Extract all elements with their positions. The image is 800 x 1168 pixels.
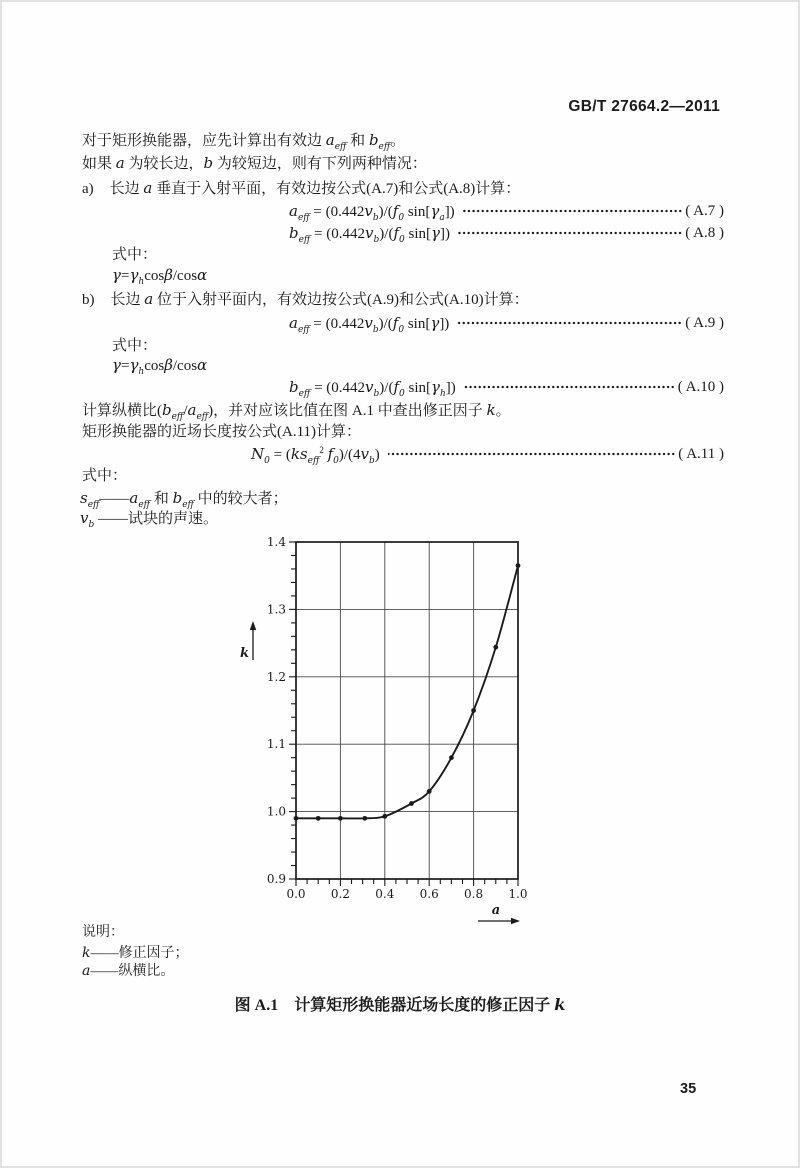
equation-a9 [82,313,724,333]
equation-a10-formula: $b_{eff} = (0.442v_b)/(f_0$ $\sin[\gamma_h]$) [289,377,456,399]
y-tick-label: 1.1 [266,737,286,752]
dot-leader [457,316,682,330]
paragraph-near-field: 矩形换能器的近场长度按公式(A.11)计算： [82,424,362,440]
x-axis-label: a [491,903,501,918]
where-label-final: 式中： [82,468,128,484]
figure-a1-correction-factor-chart [232,527,562,927]
dot-leader [458,226,682,240]
data-point-marker [493,645,498,650]
equation-a10 [82,377,724,397]
equation-a11 [82,444,724,464]
equation-a8-number: ( A.8 ) [685,224,724,241]
k-curve [296,566,518,819]
list-item-a [82,178,520,199]
list-item-a-marker: a) [82,181,94,197]
figure-caption: 图 A.1 计算矩形换能器近场长度的修正因子 k [234,995,566,1014]
plot-border [296,542,518,879]
data-point-marker [338,816,343,821]
where-label-a: 式中： [112,247,158,263]
list-item-b-marker: b) [82,292,95,308]
paragraph-effective-sides: 对于矩形换能器，应先计算出有效边 $a_{eff}$ 和 $b_{eff}$。 [82,131,406,152]
equation-a7-formula: $a_{eff} = (0.442v_b)/(f_0$ $\sin[\gamma_a]$) [289,201,455,223]
data-point-marker [316,816,321,821]
paragraph-two-cases: 如果 a 为较长边，b 为较短边，则有下列两种情况： [82,154,427,172]
x-tick-label: 1.0 [508,887,528,901]
x-tick-label: 0.6 [419,887,439,901]
paragraph-aspect-ratio: 计算纵横比$(b_{eff}/a_{eff})$，并对应该比值在图 A.1 中查出修正因子 k。 [82,401,511,422]
y-tick-label: 1.3 [266,602,286,617]
equation-a9-formula: $a_{eff} = (0.442v_b)/(f_0$ sin[γ]) [289,313,450,335]
x-tick-label: 0.2 [330,887,350,901]
data-point-marker [471,708,476,713]
equation-a10-number: ( A.10 ) [677,378,724,395]
s-eff-definition: $s_{eff}——a_{eff}$ 和 $b_{eff}$ 中的较大者； [80,489,288,510]
dot-leader [463,204,683,218]
data-point-marker [409,801,414,806]
page-number: 35 [680,1081,697,1097]
data-point-marker [449,755,454,760]
list-item-b [82,289,529,310]
y-axis-label: k [240,646,250,661]
data-point-marker [294,816,299,821]
legend-a: a——纵横比。 [82,963,175,979]
dot-leader [388,447,676,461]
list-item-a-text: 长边 a 垂直于入射平面，有效边按公式(A.7)和公式(A.8)计算： [109,179,521,197]
x-tick-label: 0.0 [286,887,306,901]
y-tick-label: 1.4 [266,535,286,549]
equation-a11-formula: $N_0 = (ks_{eff}^2$ $f_0)/(4v_b)$ [251,444,380,466]
equation-a8 [82,223,724,243]
y-axis-arrowhead-icon [250,621,256,630]
x-tick-label: 0.8 [464,887,484,901]
y-tick-label: 0.9 [266,872,286,886]
data-point-marker [382,814,387,819]
standard-number-header: GB/T 27664.2—2011 [568,98,720,115]
dot-leader [464,380,675,394]
legend-k: k——修正因子； [82,945,189,961]
y-tick-label: 1.0 [266,804,286,819]
where-label-b: 式中： [112,338,158,354]
equation-a11-number: ( A.11 ) [678,445,724,462]
legend-title: 说明： [82,925,124,940]
data-point-marker [516,563,521,568]
equation-a8-formula: $b_{eff} = (0.442v_b)/(f_0$ sin[γ]) [289,223,450,245]
list-item-b-text: 长边 a 位于入射平面内，有效边按公式(A.9)和公式(A.10)计算： [110,290,529,308]
v-b-definition: $v_b$ ——试块的声速。 [80,509,219,530]
y-tick-label: 1.2 [266,669,286,684]
gamma-definition-b: $\gamma=\gamma_h\cos\beta$/cosα [112,356,208,377]
x-tick-label: 0.4 [375,887,395,901]
data-point-marker [427,789,432,794]
equation-a9-number: ( A.9 ) [685,314,724,331]
data-point-marker [362,816,367,821]
equation-a7-number: ( A.7 ) [685,202,724,219]
equation-a7 [82,201,724,221]
gamma-definition-a: $\gamma=\gamma_h\cos\beta$/cosα [112,266,208,287]
x-axis-arrowhead-icon [511,918,520,924]
